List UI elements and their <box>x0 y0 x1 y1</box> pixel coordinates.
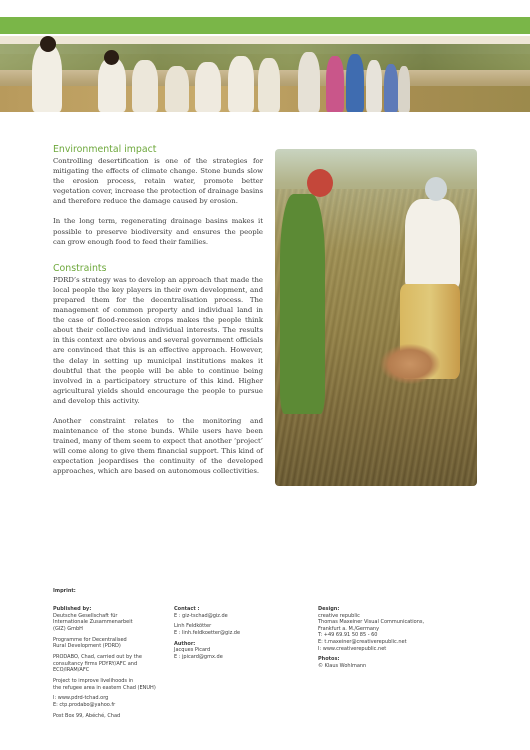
project-line: Project to improve livelihoods in <box>53 677 134 684</box>
contact-person-email[interactable]: E : linh.feldkoetter@giz.de <box>174 629 241 636</box>
design-email[interactable]: E: t.maxeiner@creativerepublic.net <box>318 638 407 645</box>
contact-heading: Contact : <box>174 606 200 612</box>
banner-photo-villagers <box>0 36 530 112</box>
post-box: Post Box 99, Abéché, Chad <box>53 712 121 719</box>
imprint-column-publisher <box>53 606 168 723</box>
photo-credit: © Klaus Wohlmann <box>318 662 367 669</box>
email-link[interactable]: E: ctp.prodabo@yahoo.fr <box>53 701 116 708</box>
design-heading: Design: <box>318 606 340 612</box>
top-green-bar <box>0 17 530 34</box>
prodabo-line: PRODABO, Chad, carried out by the <box>53 653 142 660</box>
website-link[interactable]: I: www.pdrd-tchad.org <box>53 695 109 702</box>
design-line: creative republic <box>318 612 360 619</box>
author-email[interactable]: E : jpicard@gmx.de <box>174 653 223 660</box>
heading-environmental-impact: Environmental impact <box>53 144 157 155</box>
photos-heading: Photos: <box>318 656 340 663</box>
heading-constraints: Constraints <box>53 262 107 274</box>
published-by-heading: Published by: <box>53 606 92 612</box>
publisher-line: Deutsche Gesellschaft für <box>53 612 118 619</box>
programme-line: Programme for Decentralised <box>53 636 127 643</box>
imprint-column-contact <box>174 606 304 665</box>
paragraph-environmental-1: Controlling desertification is one of the strategies for mitigating the effects of climate change. Stone bunds slow the erosion process, retain water, promote better vegetation cover, increase the protection of drainage basins and therefore reduce the damage caused by erosion. <box>53 157 263 206</box>
imprint-title: Imprint: <box>53 588 76 594</box>
design-website[interactable]: I: www.creativerepublic.net <box>318 645 387 652</box>
publisher-line: (GIZ) GmbH <box>53 625 83 632</box>
author-name: Jacques Picard <box>174 647 211 654</box>
prodabo-line: consultancy firms PDYRY/AFC and <box>53 660 138 667</box>
photo-women-harvesting <box>275 149 477 486</box>
main-text-column <box>53 144 263 477</box>
design-line: T: +49 69.91 50 85 - 60 <box>318 632 378 639</box>
publisher-line: Internationale Zusammenarbeit <box>53 619 133 626</box>
paragraph-constraints-2: Another constraint relates to the monitoring and maintenance of the stone bunds. While users have been trained, many of them seem to expect that another ‘project’ will come along to give them financial support. This kind of expectation jeopardises the continuity of the developed approaches, which are based on autonomous collectivities. <box>53 416 263 476</box>
author-heading: Author: <box>174 640 196 647</box>
programme-line: Rural Development (PDRD) <box>53 643 121 650</box>
contact-person: Linh Feldkötter <box>174 623 212 630</box>
project-line: the refugee area in eastern Chad (ENUH) <box>53 684 156 691</box>
paragraph-environmental-2: In the long term, regenerating drainage basins makes it possible to preserve biodiversity and ensures the people can grow enough food to feed their families. <box>53 217 263 246</box>
design-line: Frankfurt a. M./Germany <box>318 625 380 632</box>
design-line: Thomas Maxeiner Visual Communications, <box>318 619 425 626</box>
prodabo-line: ECO/IRAM/AFC <box>53 667 90 674</box>
paragraph-constraints-1: PDRD’s strategy was to develop an approach that made the local people the key players in their own development, and prepared them for the decentralisation process. The management of common property and individual land in the case of flood-recession crops makes the people think about their collective and individual interests. The results in this context are obvious and several government officials are convinced that this is an effective approach. However, the delay in setting up municipal institutions makes it doubtful that the people will be able to continue being involved in a participatory structure of this kind. Higher agricultural yields should encourage the people to pursue and develop this activity. <box>53 275 263 405</box>
imprint-column-design <box>318 606 493 674</box>
contact-email[interactable]: E : giz-tschad@giz.de <box>174 612 228 619</box>
